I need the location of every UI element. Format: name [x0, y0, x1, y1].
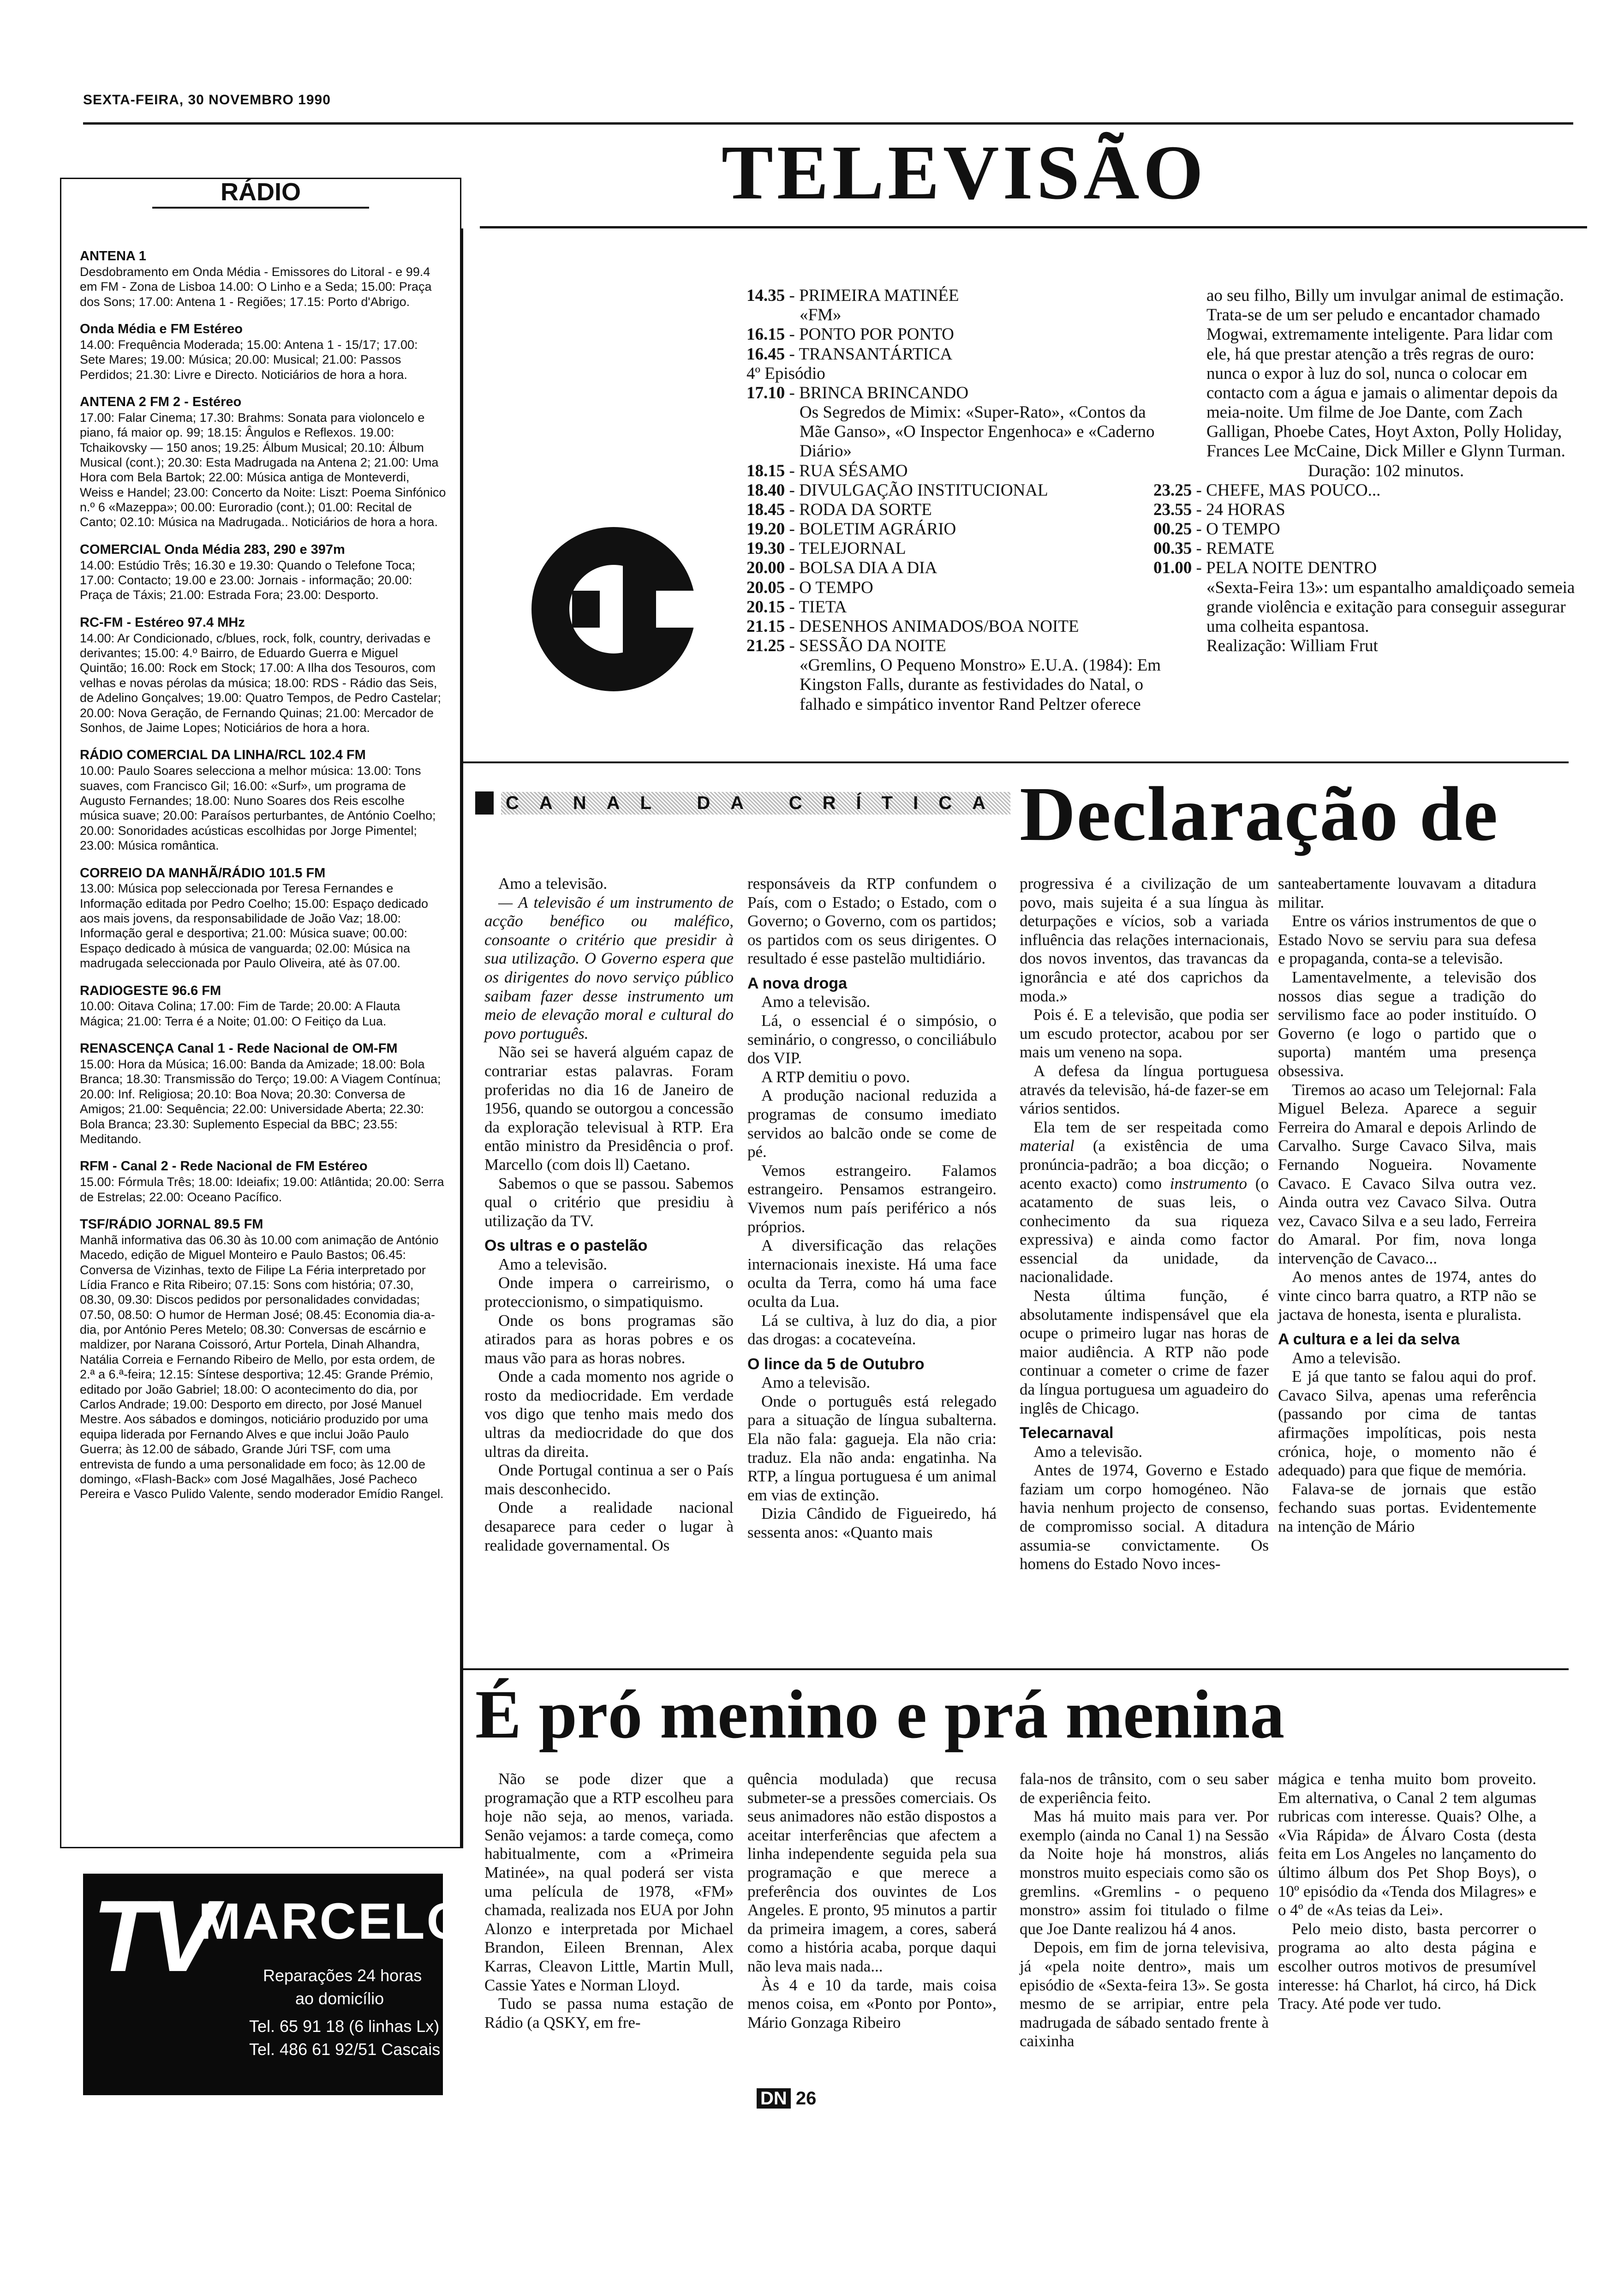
radio-station-schedule: 15.00: Hora da Música; 16.00: Banda da Amizade; 18.00: Bola Branca; 18.30: Transmissão do Terço; 19.00: A Viagem Contínua; 20.00: Inf. Religiosa; 20.10: Boa Nova; 20.30: Conversa de Amigos; 21.00: Sequência; 22.00: Universidade Aberta; 22.30: Bola Branca; 23.30: Suplemento Especial da BBC; 23.55: Meditando. [80, 1057, 441, 1146]
schedule-title: SESSÃO DA NOITE [799, 636, 946, 656]
radio-station-name: RENASCENÇA Canal 1 - Rede Nacional de OM-FM [80, 1041, 398, 1056]
schedule-item: 23.55 - 24 HORAS [1153, 500, 1285, 519]
schedule-item: 18.40 - DIVULGAÇÃO INSTITUCIONAL [746, 480, 1048, 500]
schedule-title: BRINCA BRINCANDO [799, 383, 969, 402]
critica-column-3: progressiva é a civilização de um povo, mais sujeita é a sua língua às deturpações e vícios, sob a variada influência das relações internacionais, dos novos inventos, das travancas da ignorância e até dos caprichos da moda.» Pois é. E a televisão, que podia ser um escudo protector, acabou por ser mais um veneno na sopa. A defesa da língua portuguesa através da televisão, há-de fazer-se em vários sentidos. Ela tem de ser respeitada como material (a existência de uma pronúncia-padrão; a boa dicção; o acento exacto) como instrumento (o acatamento de suas leis, o conhecimento da sua riqueza expressiva) e ainda como factor essencial da unidade, da nacionalidade. Nesta última função, é absolutamente indispensável que ela ocupe o primeiro lugar nas horas de maior audiência. A RTP não pode continuar a cometer o crime de fazer da língua portuguesa um aguadeiro do inglês de Chicago. Telecarnaval Amo a televisão. Antes de 1974, Governo e Estado faziam um corpo homogéneo. Não havia nenhum projecto de consenso, de compromisso social. A ditadura assumia-se convictamente. Os homens do Estado Novo inces- [1020, 875, 1269, 1573]
schedule-title: DIVULGAÇÃO INSTITUCIONAL [799, 480, 1048, 500]
schedule-title: TRANSANTÁRTICA [799, 344, 953, 364]
schedule-item: 20.00 - BOLSA DIA A DIA [746, 558, 937, 578]
schedule-item: 21.15 - DESENHOS ANIMADOS/BOA NOITE [746, 617, 1079, 636]
ad-line-1: Reparações 24 horas [263, 1966, 422, 1985]
schedule-time: 20.15 [746, 597, 785, 617]
radio-station [80, 321, 446, 382]
radio-station-schedule: 14.00: Ar Condicionado, c/blues, rock, folk, country, derivadas e derivantes; 15.00: 4.º Bairro, de Eduardo Guerra e Miguel Quintão; 16.00: Rock em Stock; 17.00: A Ilha dos Tesouros, com velhas e novas pérolas da música; 18.00: RDS - Rádio das Seis, de Adelino Gonçalves; 19.00: Quatro Tempos, de Pedro Castelar; 20.00: Nova Geração, de Fernando Quinas; 21.00: Mercador de Sonhos, de Jaime Lopes; Noticiários de hora a hora. [80, 631, 441, 735]
schedule-description: «Sexta-Feira 13»: um espantalho amaldiçoado semeia grande violência e exitação para conseguir assegurar uma colheita espantosa. [1206, 578, 1575, 636]
radio-station-schedule: 13.00: Música pop seleccionada por Teresa Fernandes e Informação editada por Pedro Coelho; 15.00: Espaço dedicado aos mais jovens, da responsabilidade de João Vaz; 18.00: Informação geral e desportiva; 21.00: Música suave; 00.00: Espaço dedicado à música de vanguarda; 02.00: Música na madrugada seleccionada por Paulo Oliveira, até às 07.00. [80, 881, 429, 971]
schedule-item: 16.45 - TRANSANTÁRTICA [746, 344, 953, 364]
schedule-title: PONTO POR PONTO [799, 325, 954, 344]
radio-station-schedule: Manhã informativa das 06.30 às 10.00 com animação de António Macedo, edição de Miguel Monteiro e Paulo Bastos; 06.45: Conversa de Vizinhas, texto de Filipe La Féria interpretado por Lídia Franco e Rita Ribeiro; 07.15: Sons com história; 07.30, 08.30, 09.30: Discos pedidos por personalidades convidadas; 07.50, 08.50: O humor de Herman José; 08.45: Economia dia-a-dia, por António Peres Metelo; 08.30: Conversas de escárnio e maldizer, por Narana Coissoró, Artur Portela, Dinah Alhandra, Natália Correia e Fernando Ribeiro de Mello, por esta ordem, de 2.ª a 6.ª-feira; 12.15: Síntese desportiva; 12.45: Grande Prémio, editado por João Gabriel; 18.00: O acontecimento do dia, por Carlos Andrade; 19.00: Desporto em directo, por José Manuel Mestre. Aos sábados e domingos, noticiário produzido por uma equipa liderada por Fernando Alves e que inclui João Paulo Guerra; às 12.00 de sábado, Grande Júri TSF, com uma entrevista de fundo a uma personalidade em foco; às 12.00 de domingo, «Flash-Back» com José Magalhães, José Pacheco Pereira e Vasco Pulido Valente, sendo moderador Emídio Rangel. [80, 1233, 444, 1501]
schedule-item [746, 364, 1176, 383]
pro-column-4: mágica e tenha muito bom proveito. Em alternativa, o Canal 2 tem algumas rubricas com interesse. Quais? Olhe, a «Via Rápida» de Álvaro Costa (desta feita em Los Angeles no lançamento do último álbum dos Pet Shop Boys), o 10º episódio da «Tenda dos Milagres» e o 4º de «As teias da Lei». Pelo meio disto, basta percorrer o programa ao alto desta página e escolher outros motivos de presumível interesse: há Charlot, há circo, há Dick Tracy. Até pode ver tudo. [1278, 1770, 1536, 2013]
schedule-item: 20.05 - O TEMPO [746, 578, 873, 597]
schedule-description: «FM» [800, 306, 842, 325]
schedule-time: 20.05 [746, 578, 785, 597]
schedule-title: CHEFE, MAS POUCO... [1206, 480, 1381, 500]
schedule-title: REMATE [1206, 539, 1275, 558]
schedule-item: 18.15 - RUA SÉSAMO [746, 461, 908, 480]
radio-station-schedule: 14.00: Estúdio Três; 16.30 e 19.30: Quando o Telefone Toca; 17.00: Contacto; 19.00 e 23.00: Jornais - informação; 20.00: Praça de Táxis; 21.00: Estrada Fora; 23.00: Desporto. [80, 558, 416, 602]
radio-station-schedule: 17.00: Falar Cinema; 17.30: Brahms: Sonata para violoncelo e piano, fá maior op. 99; 18.15: Ângulos e Reflexos. 19.00: Tchaikovsky — 150 anos; 19.25: Álbum Musical; 20.10: Álbum Musical (cont.); 20.30: Esta Madrugada na Antena 2; 21.00: Uma Hora com Bela Bartok; 22.00: Música antiga de Monteverdi, Weiss e Handel; 23.00: Concerto da Noite: Liszt: Poema Sinfónico n.º 6 «Mazeppa»; 00.00: Euroradio (cont.); 01.00: Recital de Canto; 02.10: Música na Madrugada.. Noticiários de hora a hora. [80, 410, 446, 529]
schedule-title: 24 HORAS [1206, 500, 1285, 519]
tv-schedule-left [746, 286, 1176, 714]
radio-station-schedule: 15.00: Fórmula Três; 18.00: Ideiafix; 19.00: Atlântida; 20.00: Serra de Estrelas; 22.00: Oceano Pacífico. [80, 1175, 444, 1204]
ad-tv-logo: TV [92, 1879, 213, 1993]
pro-column-1: Não se pode dizer que a programação que a RTP escolheu para hoje não seja, ao menos, variada. Senão vejamos: a tarde começa, como habitualmente, com a «Primeira Matinée», na qual poderá ser vista uma película de 1978, «FM» chamada, realizada nos EUA por John Alonzo e interpretada por Michael Brandon, Eileen Brennan, Alex Karras, Cleavon Little, Martin Mull, Cassie Yates e Norman Lloyd. Tudo se passa numa estação de Rádio (a QSKY, em fre- [484, 1770, 734, 2031]
schedule-item: 18.45 - RODA DA SORTE [746, 500, 932, 519]
ad-line-3: Tel. 65 91 18 (6 linhas Lx) [249, 2017, 440, 2036]
schedule-movie-synopsis: ao seu filho, Billy um invulgar animal de estimação. Trata-se de um ser peludo e encantador chamado Mogwai, extremamente inteligente. Para lidar com ele, há que prestar atenção a três regras de ouro: nunca o expor à luz do sol, nunca o colocar em contacto com a água e jamais o alimentar depois da meia-noite. Um filme de Joe Dante, com Zach Galligan, Phoebe Cates, Hoyt Axton, Polly Holiday, Frances Lee McCaine, Dick Miller e Glynn Turman. [1206, 286, 1565, 461]
radio-station-schedule: 10.00: Paulo Soares selecciona a melhor música: 13.00: Tons suaves, com Francisco Gil; 16.00: «Surf», um programa de Augusto Fernandes; 18.00: Nuno Soares dos Reis escolhe música suave; 20.00: Paraísos perturbantes, de António Coelho; 20.00: Sonoridades acústicas escolhidas por Jorge Pimentel; 23.00: Música romântica. [80, 764, 436, 853]
kicker-text: CANAL DA CRÍTICA [501, 792, 1010, 815]
tv-marcelo-ad [83, 1874, 468, 2095]
radio-station [80, 1158, 446, 1204]
radio-station [80, 615, 446, 736]
schedule-item: 23.25 - CHEFE, MAS POUCO... [1153, 480, 1381, 500]
radio-station-name: RFM - Canal 2 - Rede Nacional de FM Estéreo [80, 1159, 368, 1174]
schedule-title: DESENHOS ANIMADOS/BOA NOITE [799, 617, 1079, 636]
schedule-credit: Realização: William Frut [1206, 636, 1378, 656]
schedule-time: 00.35 [1153, 539, 1192, 558]
section-divider-2 [461, 1668, 1569, 1670]
radio-station-schedule: Desdobramento em Onda Média - Emissores do Litoral - e 99.4 em FM - Zona de Lisboa 14.00: O Linho e a Seda; 15.00: Praça dos Sons; 17.00: Antena 1 - Regiões; 17.15: Porto d'Abrigo. [80, 264, 432, 309]
section-title: TELEVISÃO [721, 130, 1207, 216]
title-rule [480, 226, 1587, 228]
schedule-description: «Gremlins, O Pequeno Monstro» E.U.A. (1984): Em Kingston Falls, durante as festividades do Natal, o falhado e simpático inventor Rand Peltzer oferece [800, 656, 1161, 714]
radio-station [80, 1041, 446, 1146]
pro-column-2: quência modulada) que recusa submeter-se a pressões comerciais. Os seus animadores não estão dispostos a aceitar interferências que afectem a linha independente seguida pela sua programação e que merece a preferência dos ouvintes de Los Angeles. E pronto, 95 minutos a partir da primeira imagem, a cores, saberá como a história acaba, porque daqui não leva mais nada... Às 4 e 10 da tarde, mais coisa menos coisa, em «Ponto por Ponto», Mário Gonzaga Ribeiro [747, 1770, 997, 2031]
page-date: SEXTA-FEIRA, 30 NOVEMBRO 1990 [83, 92, 331, 108]
schedule-time: 17.10 [746, 383, 785, 402]
kicker-block [475, 791, 494, 815]
schedule-time: 18.40 [746, 480, 785, 500]
schedule-title: PELA NOITE DENTRO [1206, 558, 1377, 578]
radio-station [80, 983, 446, 1029]
ad-line-4: Tel. 486 61 92/51 Cascais [249, 2040, 441, 2059]
radio-station-name: RADIOGESTE 96.6 FM [80, 983, 221, 998]
schedule-time: 16.45 [746, 344, 785, 364]
schedule-title: TIETA [799, 597, 847, 617]
radio-title-rule [152, 207, 369, 209]
article-headline-2: É pró menino e prá menina [475, 1676, 1285, 1753]
canal1-logo-icon [526, 521, 701, 697]
schedule-item: 20.15 - TIETA [746, 597, 847, 617]
header-rule [83, 122, 1573, 125]
radio-station-name: ANTENA 1 [80, 249, 146, 264]
schedule-item: 14.35 - PRIMEIRA MATINÉE [746, 286, 959, 305]
radio-station-name: Onda Média e FM Estéreo [80, 321, 243, 336]
schedule-time: 23.55 [1153, 500, 1192, 519]
critica-column-4: santeabertamente louvavam a ditadura militar. Entre os vários instrumentos de que o Estado Novo se serviu para sua defesa e propaganda, conta-se a televisão. Lamentavelmente, a televisão dos nossos dias segue a tradição do servilismo face ao poder instituído. O Governo (e logo o partido que o suporta) mantém uma presença obsessiva. Tiremos ao acaso um Telejornal: Fala Miguel Beleza. Aparece a seguir Ferreira do Amaral e depois Arlindo de Carvalho. Surge Cavaco Silva, mais Fernando Nogueira. Novamente Cavaco. E Cavaco Silva outra vez. Ainda outra vez Cavaco Silva. Outra vez, Cavaco Silva e a seu lado, Ferreira do Amaral. Por fim, nova longa intervenção de Cavaco... Ao menos antes de 1974, antes do vinte cinco barra quatro, a RTP não se jactava de honesta, isenta e pluralista. A cultura e a lei da selva Amo a televisão. E já que tanto se falou aqui do prof. Cavaco Silva, apenas uma referência (passando por cima de tantas afirmações impolíticas, pois nesta crónica, hoje, o momento não é adequado) para que fique de memória. Falava-se de jornais que estão fechando suas portas. Evidentemente na intenção de Mário [1278, 875, 1536, 1536]
schedule-time: 19.20 [746, 520, 785, 539]
schedule-title: BOLETIM AGRÁRIO [799, 520, 956, 539]
radio-station-schedule: 10.00: Oitava Colina; 17.00: Fim de Tarde; 20.00: A Flauta Mágica; 21.00: Terra é a Noite; 01.00: O Feitiço da Lua. [80, 999, 400, 1028]
schedule-item: 19.30 - TELEJORNAL [746, 539, 906, 558]
schedule-item: 01.00 - PELA NOITE DENTRO [1153, 558, 1377, 578]
radio-station [80, 747, 446, 853]
tv-schedule-right [1153, 286, 1578, 656]
schedule-title: BOLSA DIA A DIA [799, 558, 937, 578]
ad-line-2: ao domicílio [295, 1989, 384, 2008]
radio-station [80, 394, 446, 530]
schedule-item: 17.10 - BRINCA BRINCANDO [746, 383, 969, 402]
radio-station-name: COMERCIAL Onda Média 283, 290 e 397m [80, 542, 345, 557]
radio-station-schedule: 14.00: Frequência Moderada; 15.00: Antena 1 - 15/17; 17.00: Sete Mares; 19.00: Música; 20.00: Musical; 21.00: Passos Perdidos; 21.30: Livre e Directo. Noticiários de hora a hora. [80, 337, 418, 382]
article-headline: Declaração de [1020, 771, 1499, 857]
radio-station [80, 542, 446, 603]
schedule-title: RODA DA SORTE [799, 500, 932, 519]
schedule-time: 19.30 [746, 539, 785, 558]
radio-station [80, 865, 446, 971]
schedule-time: 16.15 [746, 325, 785, 344]
page-number: DN 26 [757, 2088, 816, 2109]
schedule-time: 20.00 [746, 558, 785, 578]
schedule-description: Os Segredos de Mimix: «Super-Rato», «Contos da Mãe Ganso», «O Inspector Engenhoca» e «Caderno Diário» [800, 403, 1155, 461]
radio-listings [60, 178, 461, 1848]
radio-station [80, 248, 446, 309]
schedule-time: 23.25 [1153, 480, 1192, 500]
schedule-time: 21.15 [746, 617, 785, 636]
schedule-time: 14.35 [746, 286, 785, 305]
schedule-time: 18.15 [746, 461, 785, 480]
schedule-duration: Duração: 102 minutos. [1308, 461, 1464, 480]
schedule-title: RUA SÉSAMO [799, 461, 908, 480]
canal-da-critica-kicker [475, 791, 1010, 815]
critica-column-1: Amo a televisão. — A televisão é um instrumento de acção benéfico ou maléfico, consoante o critério que presidir à sua utilização. O Governo espera que os dirigentes do novo serviço público saibam fazer desse instrumento um meio de elevação moral e cultural do povo português. Não sei se haverá alguém capaz de contrariar estas palavras. Foram proferidas no dia 16 de Janeiro de 1956, quando se outorgou a concessão da exploração televisual à RTP. Era então ministro da Presidência o prof. Marcello (com dois ll) Caetano. Sabemos o que se passou. Sabemos qual o critério que presidiu à utilização da TV. Os ultras e o pastelão Amo a televisão. Onde impera o carreirismo, o proteccionismo, o simpatiquismo. Onde os bons programas são atirados para as horas pobres e os maus vão para as horas nobres. Onde a cada momento nos agride o rosto da mediocridade. Em verdade vos digo que tenho mais medo dos ultras da mediocridade do que dos ultras da direita. Onde Portugal continua a ser o País mais desconhecido. Onde a realidade nacional desaparece para ceder o lugar à realidade governamental. Os [484, 875, 734, 1554]
schedule-item: 21.25 - SESSÃO DA NOITE [746, 636, 946, 656]
schedule-item: 16.15 - PONTO POR PONTO [746, 325, 954, 344]
schedule-item: 00.25 - O TEMPO [1153, 520, 1280, 539]
pro-column-3: fala-nos de trânsito, com o seu saber de experiência feito. Mas há muito mais para ver. Por exemplo (ainda no Canal 1) na Sessão da Noite hoje há monstros, aliás monstros muito especiais como são os gremlins. «Gremlins - o pequeno monstro» assim foi titulado o filme que Joe Dante realizou há 4 anos. Depois, em fim de jorna televisiva, já «pela noite dentro», mais um episódio de «Sexta-feira 13». Se gosta mesmo de se arripiar, entre pela madrugada de sábado sentado frente à caixinha [1020, 1770, 1269, 2050]
schedule-title: PRIMEIRA MATINÉE [799, 286, 959, 305]
ad-name: MARCELO [198, 1893, 468, 1950]
radio-station-name: ANTENA 2 FM 2 - Estéreo [80, 394, 242, 409]
schedule-title: O TEMPO [1206, 520, 1280, 539]
schedule-time: 21.25 [746, 636, 785, 656]
schedule-item: 00.35 - REMATE [1153, 539, 1275, 558]
schedule-title: O TEMPO [799, 578, 873, 597]
schedule-time: 01.00 [1153, 558, 1192, 578]
critica-column-2: responsáveis da RTP confundem o País, com o Estado; o Estado, com o Governo; o Governo, com os partidos; os partidos com os seus dirigentes. O resultado é esse pastelão multidiário. A nova droga Amo a televisão. Lá, o essencial é o simpósio, o seminário, o congresso, o conciliábulo dos VIP. A RTP demitiu o povo. A produção nacional reduzida a programas de consumo imediato servidos ao balcão onde se come de pé. Vemos estrangeiro. Falamos estrangeiro. Pensamos estrangeiro. Vivemos num país periférico a nós próprios. A diversificação das relações internacionais inexiste. Há uma face oculta da Terra, como há uma face oculta da Lua. Lá se cultiva, à luz do dia, a pior das drogas: a cocateveína. O lince da 5 de Outubro Amo a televisão. Onde o português está relegado para a situação de língua subalterna. Ela não fala: gagueja. Ela não cria: traduz. Ela não anda: engatinha. Na RTP, a língua portuguesa é um animal em vias de extinção. Dizia Cândido de Figueiredo, há sessenta anos: «Quanto mais [747, 875, 997, 1541]
radio-station-name: RÁDIO COMERCIAL DA LINHA/RCL 102.4 FM [80, 748, 366, 763]
schedule-time: 00.25 [1153, 520, 1192, 539]
schedule-item: 19.20 - BOLETIM AGRÁRIO [746, 520, 956, 539]
schedule-time: 18.45 [746, 500, 785, 519]
radio-station-name: CORREIO DA MANHÃ/RÁDIO 101.5 FM [80, 865, 326, 881]
schedule-title: TELEJORNAL [799, 539, 906, 558]
radio-station [80, 1216, 446, 1502]
schedule-title: 4º Episódio [746, 364, 825, 383]
radio-station-name: TSF/RÁDIO JORNAL 89.5 FM [80, 1216, 263, 1232]
radio-station-name: RC-FM - Estéreo 97.4 MHz [80, 615, 245, 630]
column-divider [461, 228, 463, 1848]
radio-title: RÁDIO [221, 178, 301, 206]
section-divider [461, 761, 1569, 763]
